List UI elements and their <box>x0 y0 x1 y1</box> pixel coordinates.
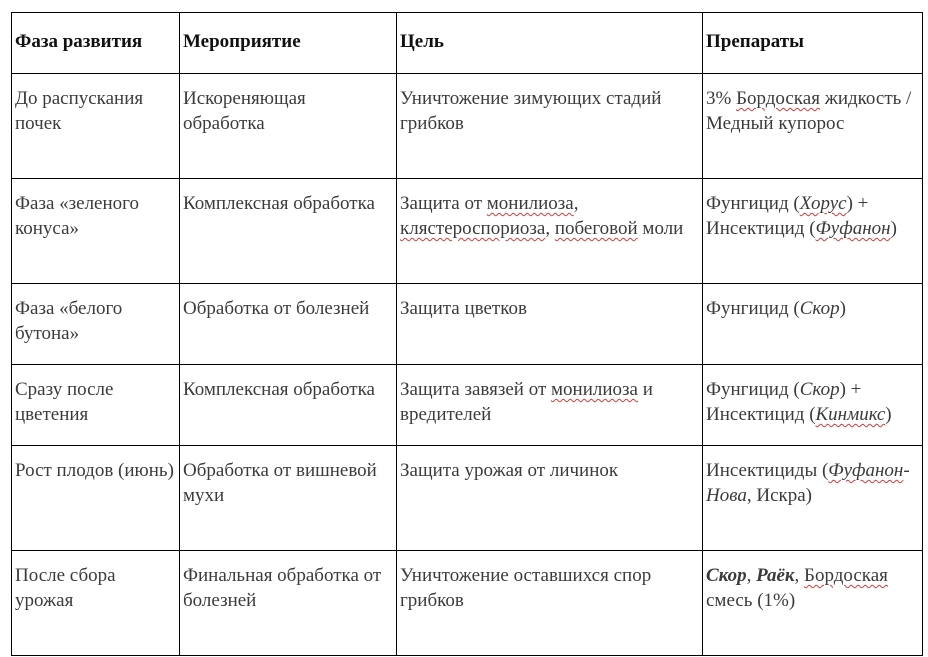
header-phase: Фаза развития <box>12 13 180 74</box>
table-row <box>12 284 923 365</box>
goal-cell: Уничтожение зимующих стадий грибков <box>397 74 703 179</box>
goal-cell: Защита цветков <box>397 284 703 365</box>
measure-cell: Комплексная обработка <box>180 365 397 446</box>
treatment-schedule-table <box>11 12 923 656</box>
drugs-cell: 3% Бордоская жидкость / Медный купорос <box>703 74 923 179</box>
goal-cell: Защита завязей от монилиоза и вредителей <box>397 365 703 446</box>
measure-cell: Искореняющая обработка <box>180 74 397 179</box>
measure-cell: Комплексная обработка <box>180 179 397 284</box>
measure-cell: Финальная обработка от болезней <box>180 551 397 656</box>
goal-cell: Защита урожая от личинок <box>397 446 703 551</box>
phase-cell: После сбора урожая <box>12 551 180 656</box>
measure-cell: Обработка от болезней <box>180 284 397 365</box>
goal-cell: Защита от монилиоза, клястероспориоза, побеговой моли <box>397 179 703 284</box>
header-row <box>12 13 923 74</box>
phase-cell: До распускания почек <box>12 74 180 179</box>
drugs-cell: Фунгицид (Хорус) + Инсектицид (Фуфанон) <box>703 179 923 284</box>
table-row <box>12 74 923 179</box>
header-measure: Мероприятие <box>180 13 397 74</box>
drugs-cell: Скор, Раёк, Бордоская смесь (1%) <box>703 551 923 656</box>
drugs-cell: Фунгицид (Скор) + Инсектицид (Кинмикс) <box>703 365 923 446</box>
table-row <box>12 365 923 446</box>
measure-cell: Обработка от вишневой мухи <box>180 446 397 551</box>
table-row <box>12 551 923 656</box>
goal-cell: Уничтожение оставшихся спор грибков <box>397 551 703 656</box>
drugs-cell: Фунгицид (Скор) <box>703 284 923 365</box>
drugs-cell: Инсектициды (Фуфанон-Нова, Искра) <box>703 446 923 551</box>
phase-cell: Фаза «зеленого конуса» <box>12 179 180 284</box>
table-row <box>12 179 923 284</box>
phase-cell: Сразу после цветения <box>12 365 180 446</box>
phase-cell: Рост плодов (июнь) <box>12 446 180 551</box>
header-goal: Цель <box>397 13 703 74</box>
phase-cell: Фаза «белого бутона» <box>12 284 180 365</box>
table-row <box>12 446 923 551</box>
header-drugs: Препараты <box>703 13 923 74</box>
